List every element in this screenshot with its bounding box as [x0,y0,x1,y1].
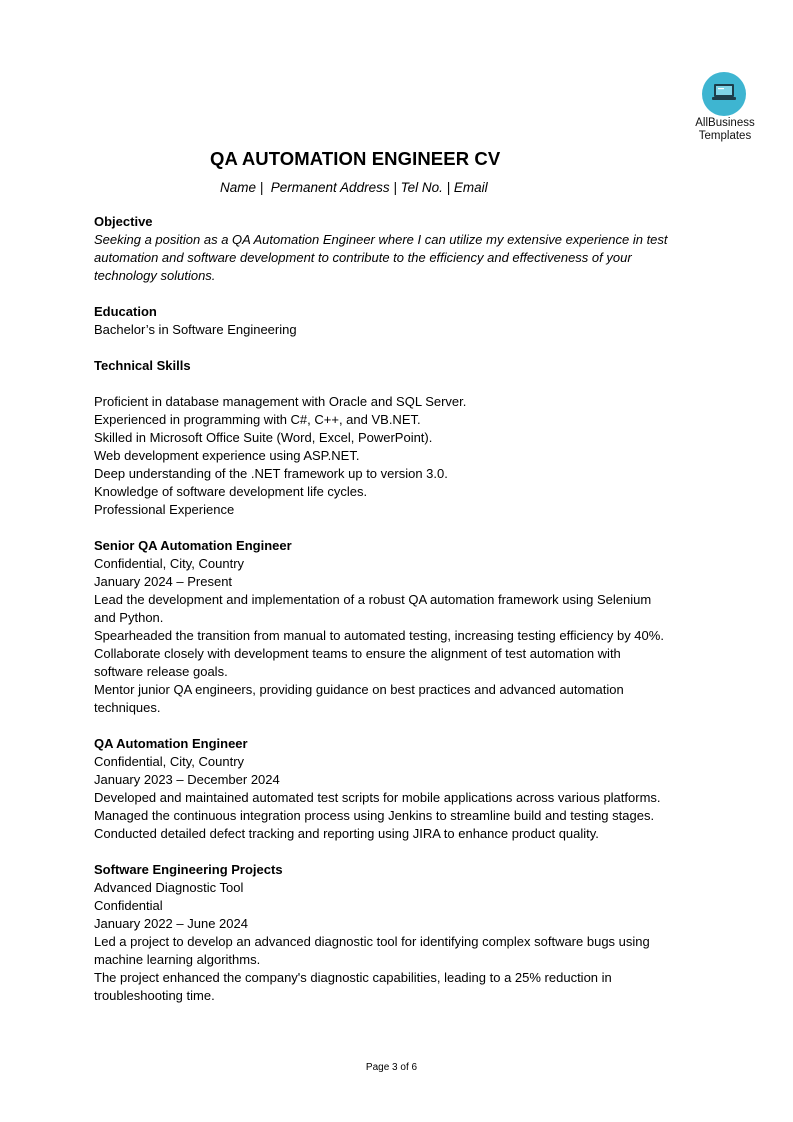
job-line: Lead the development and implementation of a robust QA automation framework using Selenium [94,592,652,607]
job-line: Confidential, City, Country [94,556,245,571]
job-line: software release goals. [94,664,228,679]
objective-line: automation and software development to contribute to the efficiency and effectiveness of your [94,250,632,265]
skill-item: Skilled in Microsoft Office Suite (Word, Excel, PowerPoint). [94,430,433,445]
job-line: Confidential, City, Country [94,754,245,769]
logo-text [692,117,758,142]
job-line: January 2024 – Present [94,574,233,589]
objective-section [94,213,694,285]
project-line: troubleshooting time. [94,988,215,1003]
skill-item: Deep understanding of the .NET framework up to version 3.0. [94,466,448,481]
job-title: QA Automation Engineer [94,736,248,751]
laptop-icon [710,81,738,105]
section-heading: Software Engineering Projects [94,862,283,877]
job-line: Mentor junior QA engineers, providing guidance on best practices and advanced automation [94,682,624,697]
skill-item: Web development experience using ASP.NET. [94,448,360,463]
job-line: Conducted detailed defect tracking and reporting using JIRA to enhance product quality. [94,826,599,841]
projects-section [94,861,694,1005]
skill-item: Knowledge of software development life cycles. [94,484,368,499]
logo-line-1: AllBusiness [695,117,755,129]
section-heading: Education [94,304,157,319]
job-title: Senior QA Automation Engineer [94,538,292,553]
job-qa [94,735,694,843]
contact-line: Name | Permanent Address | Tel No. | Email [220,180,488,195]
project-line: Advanced Diagnostic Tool [94,880,244,895]
project-line: January 2022 – June 2024 [94,916,248,931]
skills-section [94,357,694,519]
job-line: January 2023 – December 2024 [94,772,280,787]
logo-line-2: Templates [698,129,752,142]
education-section [94,303,694,339]
project-line: Confidential [94,898,163,913]
job-senior-qa [94,537,694,717]
education-line: Bachelor’s in Software Engineering [94,322,297,337]
project-line: Led a project to develop an advanced diagnostic tool for identifying complex software bugs using [94,934,650,949]
skill-item: Proficient in database management with Oracle and SQL Server. [94,394,467,409]
document-title: QA AUTOMATION ENGINEER CV [210,148,501,169]
skill-item: Experienced in programming with C#, C++, and VB.NET. [94,412,421,427]
job-line: Collaborate closely with development teams to ensure the alignment of test automation with [94,646,621,661]
job-line: Managed the continuous integration process using Jenkins to streamline build and testing stages. [94,808,655,823]
skill-item: Professional Experience [94,502,235,517]
objective-line: technology solutions. [94,268,216,283]
job-line: Spearheaded the transition from manual to automated testing, increasing testing efficiency by 40%. [94,628,664,643]
logo-circle [702,72,746,116]
project-line: The project enhanced the company's diagnostic capabilities, leading to a 25% reduction in [94,970,612,985]
objective-line: Seeking a position as a QA Automation Engineer where I can utilize my extensive experience in test [94,232,668,247]
page-number: Page 3 of 6 [365,1062,418,1073]
job-line: Developed and maintained automated test scripts for mobile applications across various platforms. [94,790,661,805]
job-line: techniques. [94,700,161,715]
cv-content [94,213,694,1005]
section-heading: Technical Skills [94,358,191,373]
job-line: and Python. [94,610,164,625]
section-heading: Objective [94,214,153,229]
project-line: machine learning algorithms. [94,952,261,967]
